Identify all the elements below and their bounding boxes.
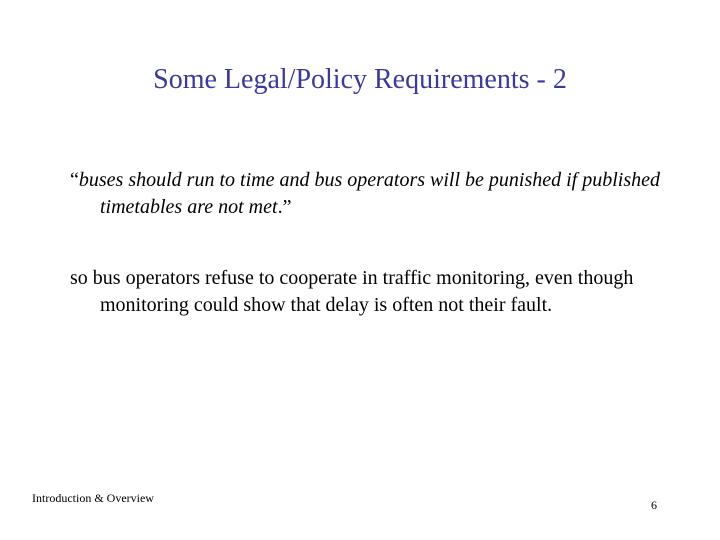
footer-label: Introduction & Overview [32,491,154,505]
quote-paragraph [70,167,710,221]
body-paragraph: so bus operators refuse to cooperate in traffic monitoring, even though monitoring could show that delay is often not their fault. [70,267,634,316]
quote-close-mark: .” [277,196,292,218]
slide-title: Some Legal/Policy Requirements - 2 [153,64,567,95]
quote-text: buses should run to time and bus operators will be punished if published timetables are not met [78,169,661,218]
quote-open-mark: “ [70,169,79,191]
page-number: 6 [651,498,657,512]
